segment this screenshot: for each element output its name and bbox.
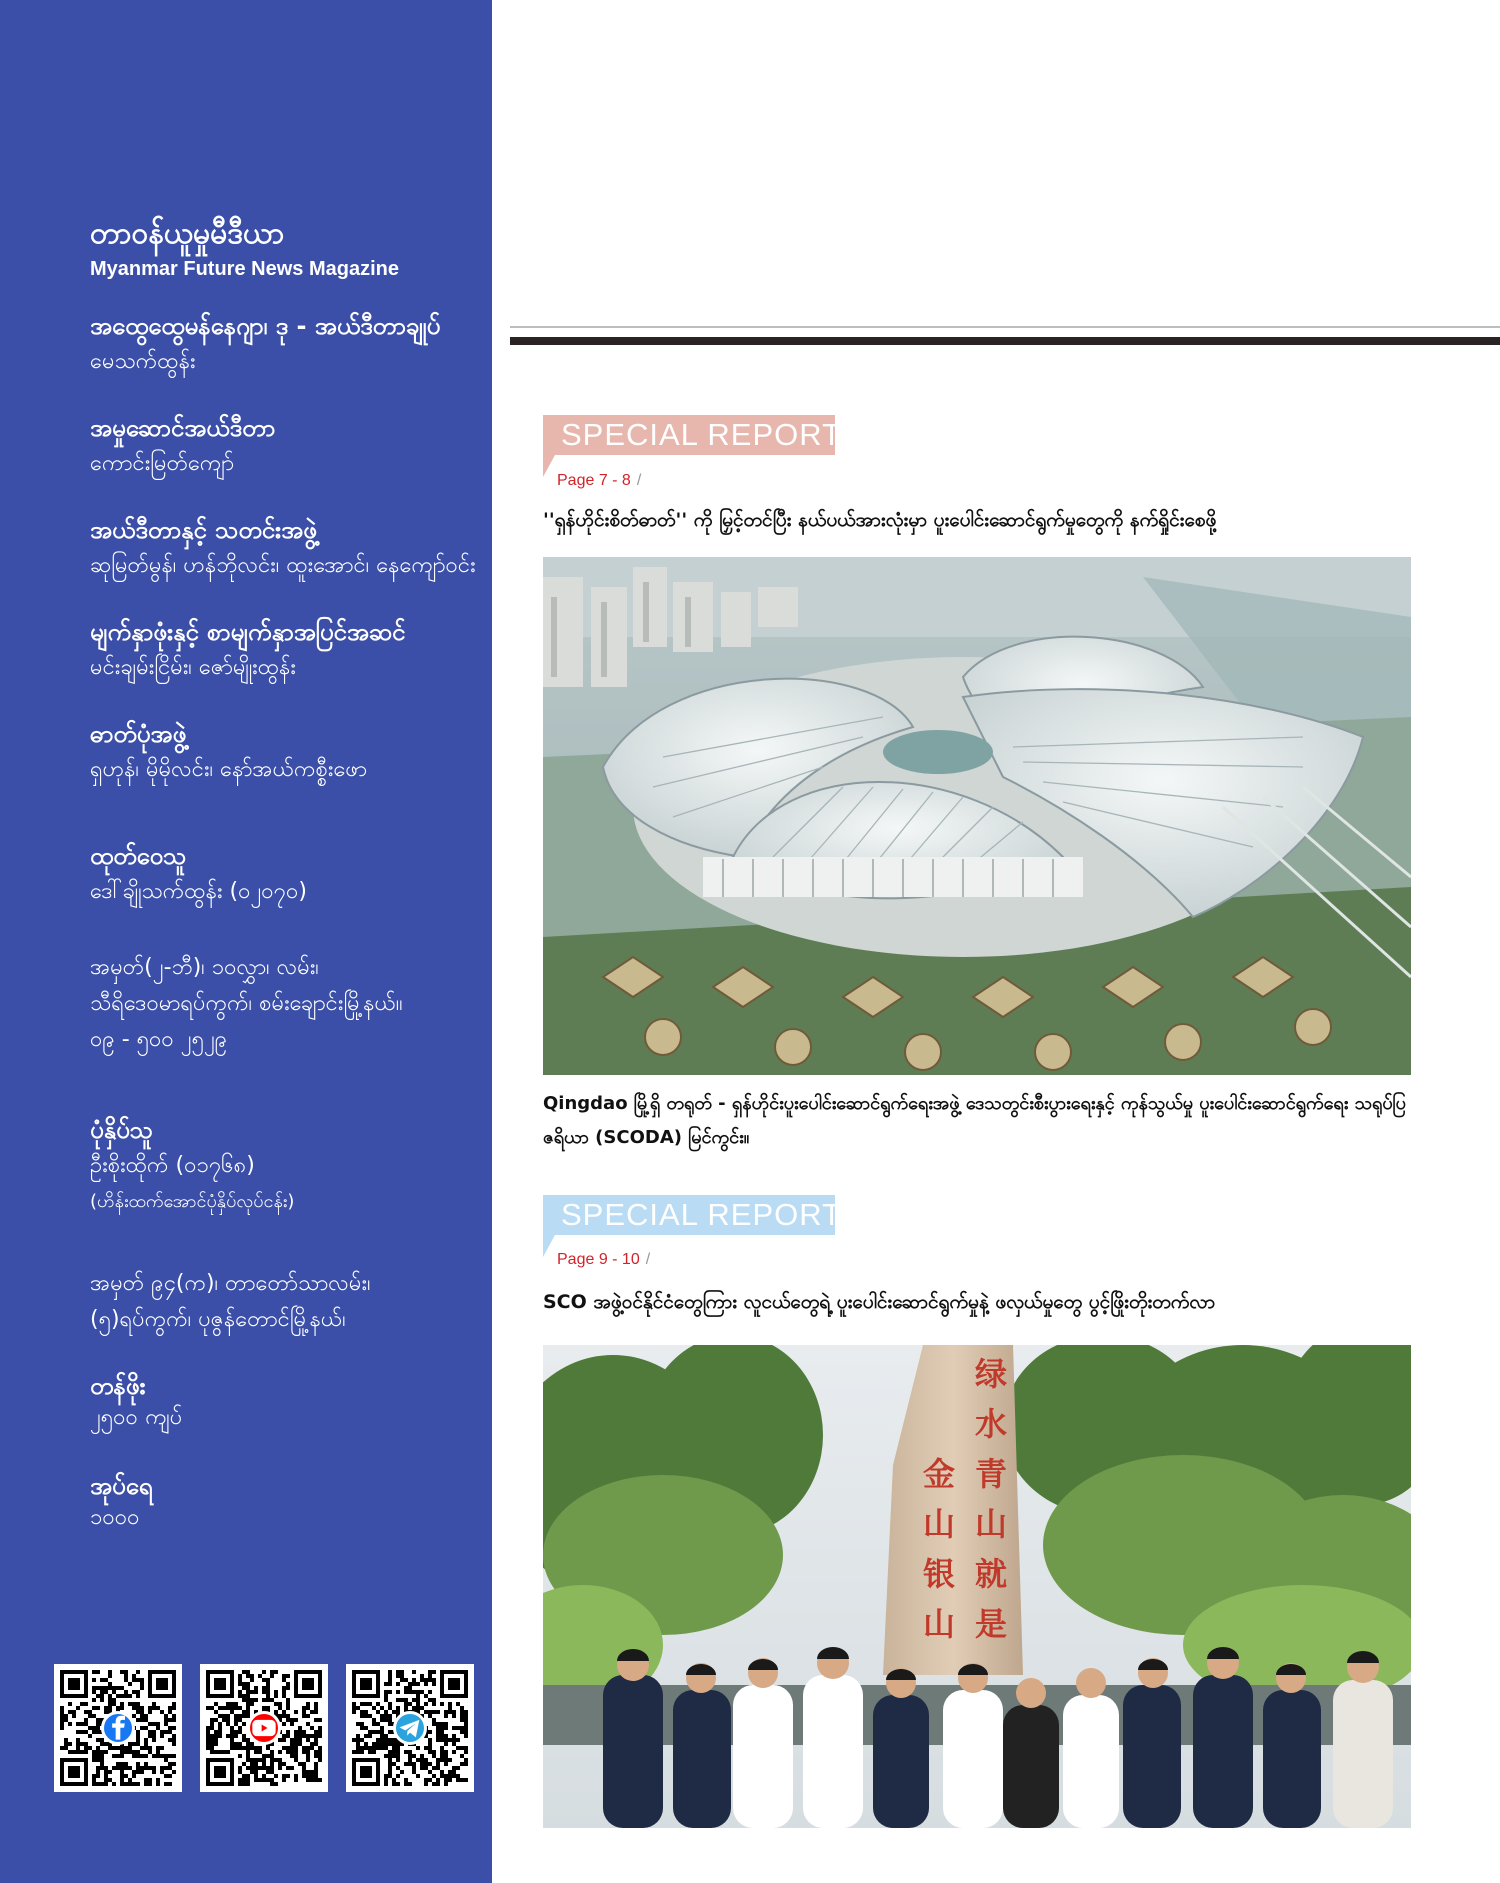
group-photo (543, 1345, 1411, 1828)
credit-heading: အထွေထွေမန်နေဂျာ၊ ဒု - အယ်ဒီတာချုပ် (90, 312, 441, 340)
credit-value: မင်းချမ်းငြိမ်း၊ ဇော်မျိုးထွန်း (90, 655, 297, 680)
telegram-qr-code[interactable] (346, 1664, 474, 1792)
stone-character: 是 (975, 1605, 1008, 1643)
credit-heading: တန်ဖိုး (90, 1372, 146, 1400)
stone-character: 山 (923, 1505, 956, 1543)
stone-character: 山 (975, 1505, 1008, 1543)
credit-value: ၂၅၀၀ ကျပ် (90, 1405, 182, 1430)
page-reference-slash: / (636, 472, 642, 489)
credit-editorial-team (90, 512, 476, 584)
credit-value: ၁၀၀၀ (90, 1505, 140, 1530)
special-report-tag: SPECIAL REPORT (543, 415, 835, 455)
credit-value: ဒေါ်ချိုသက်ထွန်း (၀၂၀၇၀) (90, 879, 308, 904)
photo-caption: Qingdao မြို့ရှိ တရုတ် - ရှန်ဟိုင်းပူးပေါင်းဆောင်ရွက်ရေးအဖွဲ့ ဒေသတွင်းစီးပွားရေးနှင့် ကုန်သွယ်မှု ပူးပေါင်းဆောင်ရွက်ရေး သရုပ်ပြဇရိယာ (SCODA) မြင်ကွင်း။ (543, 1093, 1406, 1148)
credit-heading: မျက်နှာဖုံးနှင့် စာမျက်နှာအပြင်အဆင် (90, 618, 406, 646)
credit-heading: အုပ်ရေ (90, 1472, 153, 1500)
credit-printer (90, 1112, 294, 1220)
facebook-qr-code[interactable] (54, 1664, 182, 1792)
credit-publisher (90, 838, 307, 910)
credit-heading: အယ်ဒီတာနှင့် သတင်းအဖွဲ့ (90, 516, 317, 544)
address-line: (၅)ရပ်ကွက်၊ ပုဇွန်တောင်မြို့နယ်၊ (90, 1307, 346, 1332)
magazine-subtitle: Myanmar Future News Magazine (90, 258, 399, 280)
facebook-icon (101, 1711, 135, 1745)
stone-character: 水 (975, 1405, 1008, 1443)
page-reference-text: Page 7 - 8 (557, 472, 631, 489)
special-report-tag: SPECIAL REPORT (543, 1195, 835, 1235)
credit-copies (90, 1468, 153, 1532)
stone-character: 青 (975, 1455, 1008, 1493)
social-qr-codes (54, 1664, 474, 1792)
page-reference-slash: / (645, 1251, 651, 1268)
exhibition-center-photo (543, 557, 1411, 1075)
masthead-sidebar (0, 0, 492, 1883)
credit-value: ဆုမြတ်မွန်၊ ဟန်ဘိုလင်း၊ ထူးအောင်၊ နေကျော်ဝင်း (90, 553, 476, 578)
phone-number: ၀၉ - ၅၀၀ ၂၅၂၉ (90, 1027, 228, 1052)
address-line: အမှတ် ၉၄(က)၊ တာတော်သာလမ်း၊ (90, 1271, 371, 1296)
youtube-qr-code[interactable] (200, 1664, 328, 1792)
page-reference[interactable] (557, 1251, 650, 1269)
stone-character: 山 (923, 1605, 956, 1643)
magazine-title: တာဝန်ယူမှုမီဒီယာ (90, 216, 285, 251)
telegram-icon (393, 1711, 427, 1745)
credit-photo-team (90, 716, 367, 788)
header-rule-thin (510, 326, 1500, 328)
publisher-address (90, 950, 403, 1058)
credit-heading: ပုံနှိပ်သူ (90, 1116, 153, 1144)
printer-note: (ဟိန်းထက်အောင်ပုံနှိပ်လုပ်ငန်း) (90, 1191, 295, 1212)
credit-heading: အမှုဆောင်အယ်ဒီတာ (90, 414, 276, 442)
stone-character: 绿 (975, 1355, 1008, 1393)
credit-value: ဦးစိုးထိုက် (၀၁၇၆၈) (90, 1153, 255, 1178)
credit-heading: ဓာတ်ပုံအဖွဲ့ (90, 720, 187, 748)
header-rule-thick (510, 337, 1500, 345)
report-headline: SCO အဖွဲ့ဝင်နိုင်ငံတွေကြား လူငယ်တွေရဲ့ ပူးပေါင်းဆောင်ရွက်မှုနဲ့ ဖလှယ်မှုတွေ ပွင့်ဖြိုးတိုးတက်လာ (543, 1291, 1216, 1313)
stone-character: 金 (923, 1455, 956, 1493)
tag-notch (543, 455, 555, 477)
credit-price (90, 1368, 182, 1432)
page-reference[interactable] (557, 472, 641, 490)
page-reference-text: Page 9 - 10 (557, 1251, 640, 1268)
youtube-icon (247, 1711, 281, 1745)
stone-character: 就 (975, 1555, 1008, 1593)
credit-value: မေသက်ထွန်း (90, 349, 196, 374)
address-line: အမှတ်(၂-ဘီ)၊ ၁၀လွှာ၊ လမ်း၊ (90, 955, 319, 980)
stone-character: 银 (923, 1555, 956, 1593)
address-line: သီရိဒေဝမာရပ်ကွက်၊ စမ်းချောင်းမြို့နယ်။ (90, 991, 403, 1016)
credit-value: ကောင်းမြတ်ကျော် (90, 451, 234, 476)
credit-general-manager (90, 308, 440, 380)
printer-address (90, 1266, 371, 1338)
credit-value: ရှဟုန်၊ မိုမိုလင်း၊ နော်အယ်ကစ္စီးဖော (90, 757, 368, 782)
tag-notch (543, 1235, 555, 1257)
report-headline: ''ရှန်ဟိုင်းစိတ်ဓာတ်'' ကို မြှင့်တင်ပြီး နယ်ပယ်အားလုံးမှာ ပူးပေါင်းဆောင်ရွက်မှုတွေကို နက်ရှိုင်းစေဖို့ (543, 509, 1217, 531)
credit-heading: ထုတ်ဝေသူ (90, 842, 187, 870)
credit-executive-editor (90, 410, 275, 482)
credit-layout (90, 614, 405, 686)
